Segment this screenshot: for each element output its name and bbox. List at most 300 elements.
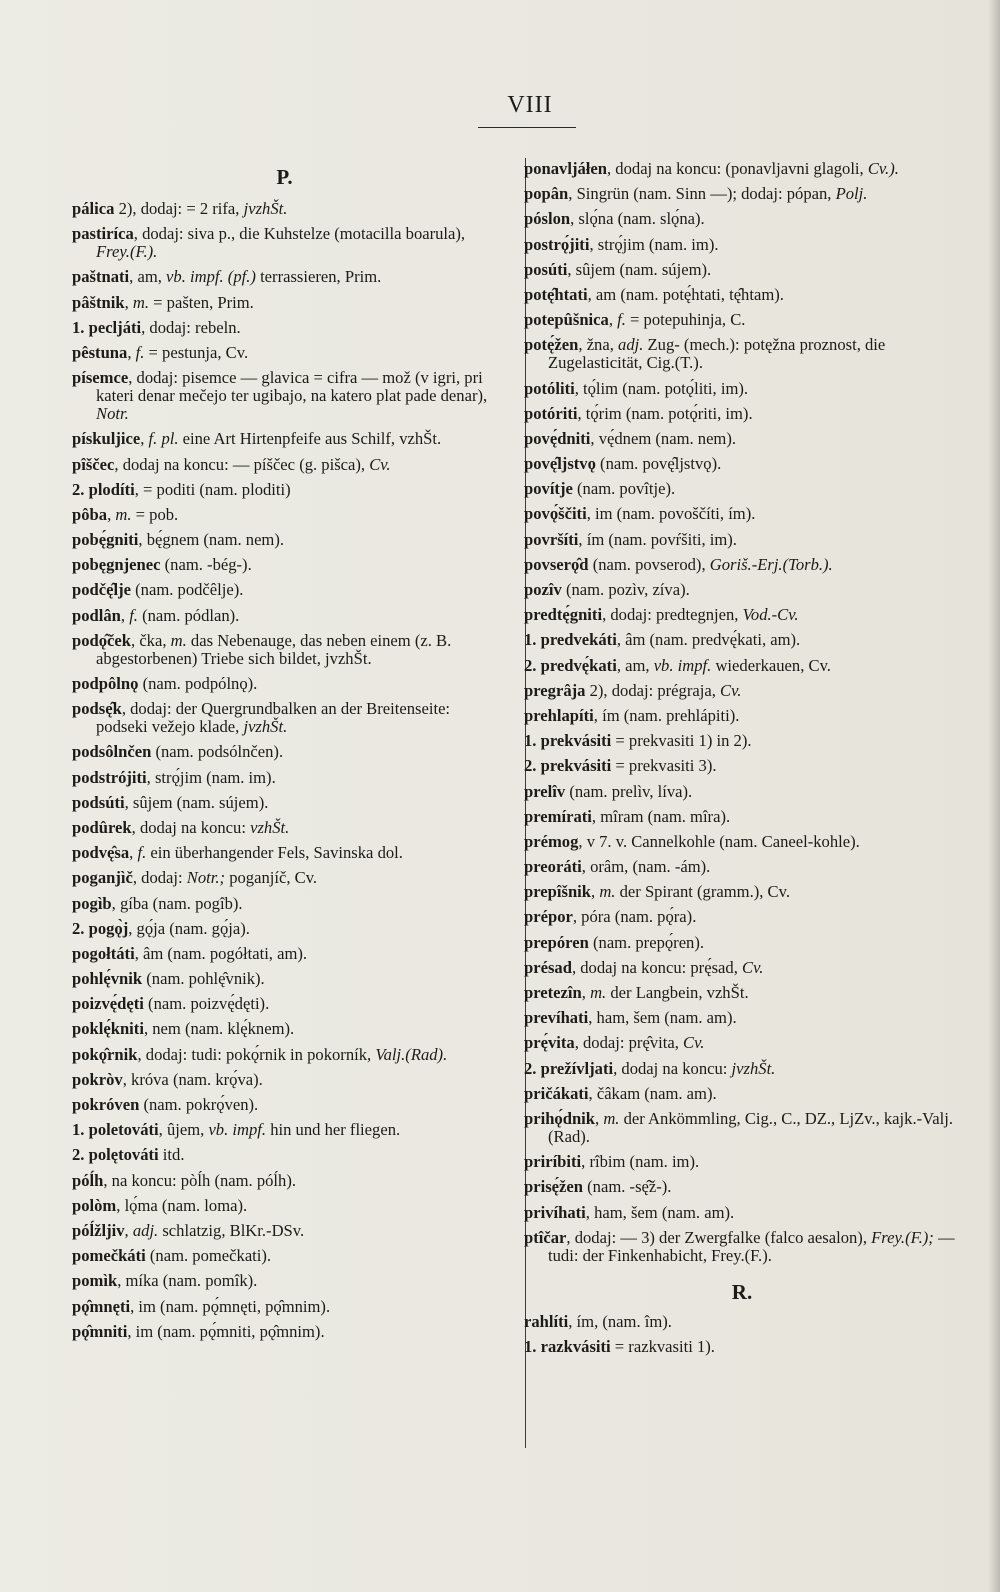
dictionary-entry [524,556,960,574]
headword: pogìb [72,893,112,913]
headword: potę́žen [524,335,579,355]
entry-text: polòm, lǫ́ma (nam. loma). [72,1195,248,1215]
entry-text: póĺh, na koncu: pòĺh (nam. póĺh). [72,1170,297,1190]
headword: povę̂ljstvǫ [524,454,596,474]
folio-rule [478,127,576,128]
dictionary-entry [72,607,497,625]
entry-text: povǫ́ščiti, im (nam. povoščíti, ím). [524,504,756,524]
headword: pǫ̂mnęti [72,1296,131,1316]
headword: poizvę́dęti [72,994,144,1014]
dictionary-entry [72,819,497,837]
headword: ptîčar [524,1227,567,1247]
right-entry-list-p [524,160,960,1265]
entry-text: pokròv, króva (nam. krǫ́va). [72,1069,263,1089]
headword: prisę́žen [524,1177,583,1197]
dictionary-entry [524,160,960,178]
entry-text: površíti, ím (nam. povŕšiti, im). [524,529,737,549]
entry-text: 2. pogǫ̀j, gǫ́ja (nam. gǫ́ja). [72,918,250,938]
headword: predtę́gniti [524,605,603,625]
headword: paštnati [72,267,130,287]
entry-text: pokróven (nam. pokrǫ́ven). [72,1095,259,1114]
dictionary-entry [524,1313,960,1331]
headword: polòm [72,1195,117,1215]
dictionary-entry [524,581,960,599]
entry-text: povę́dniti, vę́dnem (nam. nem). [524,428,737,448]
headword: povǫ́ščiti [524,504,587,524]
dictionary-entry [524,682,960,700]
entry-rest: — tudi: der Finkenhabicht, Frey.(F.). [548,1227,955,1265]
headword: 2. prekvásiti [524,756,612,776]
dictionary-entry [72,369,497,423]
dictionary-entry [524,606,960,624]
entry-text: pálica 2), dodaj: = 2 rifa, [72,199,244,218]
entry-rest: = pob. [131,504,179,524]
entry-text: 1. poletováti, ûjem, [72,1120,209,1140]
entry-text: písemce, dodaj: pisemce — glavica = cifra — mož (v igri, pri kateri denar mečejo ter ugibajo, na katero plat pade denar), [72,368,488,406]
headword: 1. poletováti [72,1120,159,1140]
entry-italic: m. [590,983,607,1002]
entry-italic: jvzhŠt. [731,1058,776,1078]
dictionary-entry [524,1153,960,1171]
entry-rest: das Nebenauge, das neben einem (z. B. abgestorbenen) Triebe sich bildet, jvzhŠt. [96,630,452,668]
dictionary-entry [524,455,960,473]
headword: pozîv [524,580,562,599]
headword: podpôlnǫ [72,674,139,693]
dictionary-entry [524,808,960,826]
headword: prę́vita [524,1033,575,1053]
dictionary-entry [72,995,497,1013]
entry-italic: Polj. [835,184,868,204]
dictionary-entry [72,581,497,599]
dictionary-entry [524,505,960,523]
headword: 1. razkvásiti [524,1336,611,1356]
headword: prihǫ́dnik [524,1108,596,1128]
entry-text: 2. plodíti, = poditi (nam. ploditi) [72,479,291,499]
headword: potepûšnica [524,310,609,330]
headword: pomìk [72,1271,118,1291]
entry-text: prehlapíti, ím (nam. prehlápiti). [524,705,740,725]
entry-text: 1. razkvásiti = razkvasiti 1). [524,1336,715,1356]
headword: privíhati [524,1202,586,1222]
entry-text: présad, dodaj na koncu: prę́sad, [524,957,742,977]
entry-text: pobę́gniti, bę́gnem (nam. nem). [72,530,285,550]
entry-italic: Cv. [369,454,391,474]
entry-rest: (nam. pódlan). [137,605,240,625]
entry-text: predtę́gniti, dodaj: predtegnjen, [524,605,743,625]
dictionary-entry [524,1204,960,1222]
entry-text: pîščec, dodaj na koncu: — píščec (g. pišca), [72,454,370,474]
headword: prémog [524,831,579,851]
headword: preoráti [524,857,582,877]
headword: potóliti [524,378,575,398]
dictionary-entry [524,959,960,977]
entry-text: pomečkáti (nam. pomečkati). [72,1246,272,1266]
entry-italic: vb. impf. [653,655,712,675]
dictionary-entry [72,1222,497,1240]
dictionary-entry [72,268,497,286]
section-letter-r: R. [731,1279,753,1304]
headword: povítje [524,479,573,499]
headword: podstrójiti [72,767,147,787]
entry-text: prépor, póra (nam. pǫ́ra). [524,907,697,927]
dictionary-entry [72,430,497,448]
entry-text: potepûšnica, [524,310,618,330]
entry-text: podûrek, dodaj na koncu: [72,817,251,837]
dictionary-entry [524,1060,960,1078]
headword: písemce [72,368,129,388]
headword: pokróven [72,1095,140,1114]
entry-rest: der Langbein, vzhŠt. [606,983,749,1002]
headword: 2. predvę́kati [524,655,617,675]
dictionary-entry [524,210,960,228]
entry-italic: f. [135,342,145,362]
entry-italic: f. pl. [148,429,179,449]
headword: pretezîn [524,983,582,1002]
entry-text: pôba, [72,504,116,524]
dictionary-entry [72,1096,497,1114]
entry-text: pogìb, gíba (nam. pogîb). [72,893,243,913]
entry-rest: eine Art Hirtenpfeife aus Schilf, vzhŠt. [178,429,442,449]
dictionary-entry [72,700,497,736]
entry-text: pogołtáti, âm (nam. pogółtati, am). [72,943,308,963]
entry-text: ponavljáłen, dodaj na koncu: (ponavljavni glagoli, [524,159,868,178]
entry-text: prelîv (nam. prelìv, líva). [524,781,693,801]
dictionary-entry [72,869,497,887]
entry-text: potóriti, tǫ́rim (nam. potǫ́riti, im). [524,403,753,423]
headword: prehlapíti [524,705,594,725]
dictionary-entry [72,920,497,938]
headword: podlân [72,605,121,625]
entry-rest: = pašten, Prim. [149,292,254,312]
dictionary-entry [524,1009,960,1027]
dictionary-entry [524,1338,960,1356]
entry-italic: Goriš.-Erj.(Torb.). [709,554,833,574]
entry-text: prepóren (nam. prepǫ́ren). [524,932,705,952]
entry-italic: Frey.(F.). [96,242,158,262]
headword: površíti [524,529,579,549]
dictionary-entry [524,185,960,203]
headword: pôba [72,504,108,524]
entry-italic: jvzhŠt. [243,717,288,737]
entry-text: prihǫ́dnik, [524,1108,604,1128]
entry-text: pǫ̂mnęti, im (nam. pǫ́mnęti, pǫ̂mnim). [72,1296,331,1316]
entry-text: poizvę́dęti (nam. poizvę́dęti). [72,994,270,1014]
entry-italic: vb. impf. (pf.) [166,267,256,287]
headword: póĺh [72,1170,104,1190]
dictionary-entry [524,336,960,372]
dictionary-entry [524,631,960,649]
page-edge-shadow [988,0,1000,1592]
entry-italic: adj. [618,335,644,355]
dictionary-entry [72,294,497,312]
entry-italic: Cv.). [867,159,899,178]
entry-text: podlân, [72,605,130,625]
entry-text: premírati, mîram (nam. mîra). [524,806,731,826]
entry-text: 1. predvekáti, âm (nam. predvę́kati, am). [524,630,801,650]
dictionary-entry [72,1046,497,1064]
dictionary-entry [72,1298,497,1316]
entry-text: posúti, sûjem (nam. sújem). [524,259,712,279]
dictionary-entry [72,1020,497,1038]
dictionary-entry [72,675,497,693]
left-entry-list [72,200,497,1341]
headword: podčę̂lje [72,580,131,600]
entry-text: pregrâja 2), dodaj: prégraja, [524,680,720,700]
headword: 2. prežívljati [524,1058,614,1078]
entry-italic: m. [170,630,187,650]
dictionary-entry [524,883,960,901]
dictionary-entry [72,344,497,362]
dictionary-entry [524,934,960,952]
entry-italic: m. [132,292,150,312]
dictionary-entry [72,743,497,761]
entry-rest: Zug- (mech.): potęžna proznost, die Zugelasticität, Cig.(T.). [548,335,886,373]
dictionary-entry [524,1229,960,1265]
headword: pâštnik [72,292,125,312]
entry-text: podǫ̂ček, čka, [72,630,171,650]
headword: premírati [524,806,592,826]
headword: rahlíti [524,1311,569,1331]
dictionary-entry [524,261,960,279]
entry-italic: Valj.(Rad). [375,1044,448,1064]
headword: pobęgnjenec [72,555,161,575]
headword: pomečkáti [72,1246,146,1266]
headword: podûrek [72,817,132,837]
dictionary-entry [72,794,497,812]
dictionary-entry [524,480,960,498]
headword: pokǫ̂rnik [72,1044,138,1064]
right-entry-list-r [524,1313,960,1356]
entry-italic: Vod.-Cv. [742,605,799,625]
dictionary-entry [524,657,960,675]
entry-text: 2. prežívljati, dodaj na koncu: [524,1058,732,1078]
dictionary-entry [524,858,960,876]
dictionary-entry [72,1323,497,1341]
entry-italic: f. [137,843,147,863]
entry-italic: Cv. [683,1033,705,1053]
dictionary-entry [72,225,497,261]
headword: posúti [524,259,568,279]
headword: povserǫ̂d [524,554,589,574]
entry-text: rahlíti, ím, (nam. îm). [524,1311,672,1331]
dictionary-entry [72,1172,497,1190]
dictionary-entry [524,311,960,329]
entry-text: priríbiti, rîbim (nam. im). [524,1152,700,1172]
entry-text: prę́vita, dodaj: prę̂vita, [524,1033,683,1053]
entry-rest: schlatzig, BlKr.-DSv. [158,1220,305,1240]
left-column [72,165,497,1348]
entry-text: pomìk, míka (nam. pomîk). [72,1271,258,1291]
entry-rest: der Ankömmling, Cig., C., DZ., LjZv., kajk.-Valj.(Rad). [548,1108,954,1146]
entry-text: popân, Singrün (nam. Sinn —); dodaj: pópan, [524,184,836,204]
entry-italic: Notr. [96,404,129,424]
headword: présad [524,957,572,977]
entry-text: póĺžljiv, [72,1220,133,1240]
headword: 1. pecljáti [72,317,142,337]
dictionary-entry [72,895,497,913]
dictionary-entry [524,236,960,254]
dictionary-entry [72,1146,497,1164]
headword: podvę̂sa [72,843,130,863]
entry-italic: jvzhŠt. [243,199,288,218]
headword: pogołtáti [72,943,135,963]
dictionary-entry [72,506,497,524]
section-letter-p: P. [276,165,293,189]
headword: pastiríca [72,224,134,244]
entry-text: paštnati, am, [72,267,167,287]
dictionary-entry [72,769,497,787]
dictionary-entry [524,783,960,801]
headword: ponavljáłen [524,159,607,178]
entry-italic: m. [599,882,616,902]
entry-italic: f. [617,310,626,330]
entry-text: pretezîn, [524,983,591,1002]
dictionary-entry [524,732,960,750]
dictionary-entry [72,1071,497,1089]
entry-rest: der Spirant (gramm.), Cv. [615,882,790,902]
headword: prepîšnik [524,882,592,902]
entry-italic: vb. impf. [208,1120,267,1140]
entry-italic: m. [115,504,132,524]
headword: pregrâja [524,680,586,700]
entry-text: ptîčar, dodaj: — 3) der Zwergfalke (falco aesalon), [524,1227,872,1247]
headword: poganjìč [72,868,133,888]
entry-rest: poganjíč, Cv. [225,868,318,888]
headword: podǫ̂ček [72,630,132,650]
headword: priríbiti [524,1152,582,1172]
entry-text: pohlę́vnik (nam. pohlę̂vnik). [72,969,265,989]
entry-italic: f. [129,605,138,625]
entry-text: pričákati, čâkam (nam. am). [524,1083,717,1103]
headword: pokròv [72,1069,123,1089]
entry-text: pêstuna, [72,342,136,362]
entry-rest: = pestunja, Cv. [144,342,249,362]
entry-text: postrǫ́jiti, strǫ́jim (nam. im). [524,234,719,254]
headword: podsúti [72,792,125,812]
entry-rest: wiederkauen, Cv. [711,655,831,675]
entry-text: pǫ̂mniti, im (nam. pǫ́mniti, pǫ̂mnim). [72,1321,325,1341]
dictionary-entry [72,1272,497,1290]
dictionary-entry [72,1197,497,1215]
headword: pískuljice [72,429,141,449]
dictionary-entry [72,556,497,574]
entry-italic: Notr.; [186,868,226,888]
headword: prépor [524,907,573,927]
entry-rest: hin und her fliegen. [266,1120,401,1140]
dictionary-entry [72,1121,497,1139]
headword: postrǫ́jiti [524,234,590,254]
dictionary-entry [72,632,497,668]
entry-rest: terrassieren, Prim. [255,267,382,287]
entry-text: 1. prekvásiti = prekvasiti 1) in 2). [524,731,752,751]
dictionary-entry [524,380,960,398]
dictionary-entry [524,757,960,775]
entry-text: 2. predvę́kati, am, [524,655,654,675]
headword: popân [524,184,569,204]
headword: pîščec [72,454,115,474]
entry-text: potę́žen, žna, [524,335,619,355]
headword: podsôlnčen [72,742,152,762]
dictionary-entry [72,200,497,218]
headword: pobę́gniti [72,530,139,550]
headword: póĺžljiv [72,1220,125,1240]
entry-italic: m. [603,1108,620,1128]
dictionary-entry [524,707,960,725]
headword: póslon [524,209,571,229]
entry-italic: vzhŠt. [250,817,290,837]
headword: 2. polętováti [72,1145,159,1165]
entry-rest: ein überhangender Fels, Savinska dol. [146,843,403,863]
headword: potę̂htati [524,284,588,304]
headword: povę́dniti [524,428,591,448]
entry-text: podčę̂lje (nam. podčêlje). [72,580,244,600]
dictionary-entry [524,531,960,549]
entry-text: prepîšnik, [524,882,600,902]
headword: pálica [72,199,115,218]
headword: poklę́kniti [72,1019,144,1039]
entry-text: povítje (nam. povîtje). [524,479,676,499]
entry-text: pobęgnjenec (nam. -bég-). [72,555,252,575]
dictionary-entry [524,405,960,423]
dictionary-entry [72,1247,497,1265]
entry-italic: Cv. [742,957,764,977]
entry-text: podstrójiti, strǫ́jim (nam. im). [72,767,276,787]
dictionary-entry [524,1110,960,1146]
entry-text: 2. prekvásiti = prekvasiti 3). [524,756,717,776]
dictionary-entry [72,945,497,963]
headword: 2. plodíti [72,479,135,499]
dictionary-entry [72,970,497,988]
dictionary-entry [72,481,497,499]
headword: pêstuna [72,342,128,362]
entry-text: podsúti, sûjem (nam. sújem). [72,792,269,812]
headword: 1. predvekáti [524,630,617,650]
dictionary-entry [72,531,497,549]
entry-text: potę̂htati, am (nam. potę́htati, tę̂htam). [524,284,784,304]
headword: prepóren [524,932,589,952]
entry-text: potóliti, tǫ́lim (nam. potǫ́liti, im). [524,378,749,398]
headword: potóriti [524,403,578,423]
headword: pǫ̂mniti [72,1321,128,1341]
dictionary-entry [524,1034,960,1052]
entry-text: pískuljice, [72,429,149,449]
entry-italic: Cv. [720,680,742,700]
headword: 1. prekvásiti [524,731,612,751]
entry-text: pozîv (nam. pozìv, zíva). [524,580,690,599]
entry-text: 2. polętováti itd. [72,1145,185,1165]
entry-text: privíhati, ham, šem (nam. am). [524,1202,735,1222]
entry-text: 1. pecljáti, dodaj: rebeln. [72,317,241,337]
entry-text: podsôlnčen (nam. podsólnčen). [72,742,284,762]
entry-text: prisę́žen (nam. -sę̂ž-). [524,1177,672,1197]
entry-text: prémog, v 7. v. Cannelkohle (nam. Caneel-kohle). [524,831,860,851]
entry-text: povserǫ̂d (nam. povserod), [524,554,710,574]
dictionary-entry [524,984,960,1002]
page-number: VIII [507,92,553,118]
entry-text: podsę̂k, dodaj: der Quergrundbalken an der Breitenseite: podseki vežejo klade, [72,699,451,737]
entry-italic: Frey.(F.); [871,1227,934,1247]
headword: pohlę́vnik [72,969,143,989]
entry-text: poklę́kniti, nem (nam. klę́knem). [72,1019,295,1039]
dictionary-entry [72,844,497,862]
entry-text: pâštnik, [72,292,133,312]
dictionary-entry [72,456,497,474]
right-column [524,160,960,1363]
entry-italic: adj. [132,1220,159,1240]
entry-text: podvę̂sa, [72,843,138,863]
dictionary-entry [524,286,960,304]
dictionary-entry [524,1085,960,1103]
